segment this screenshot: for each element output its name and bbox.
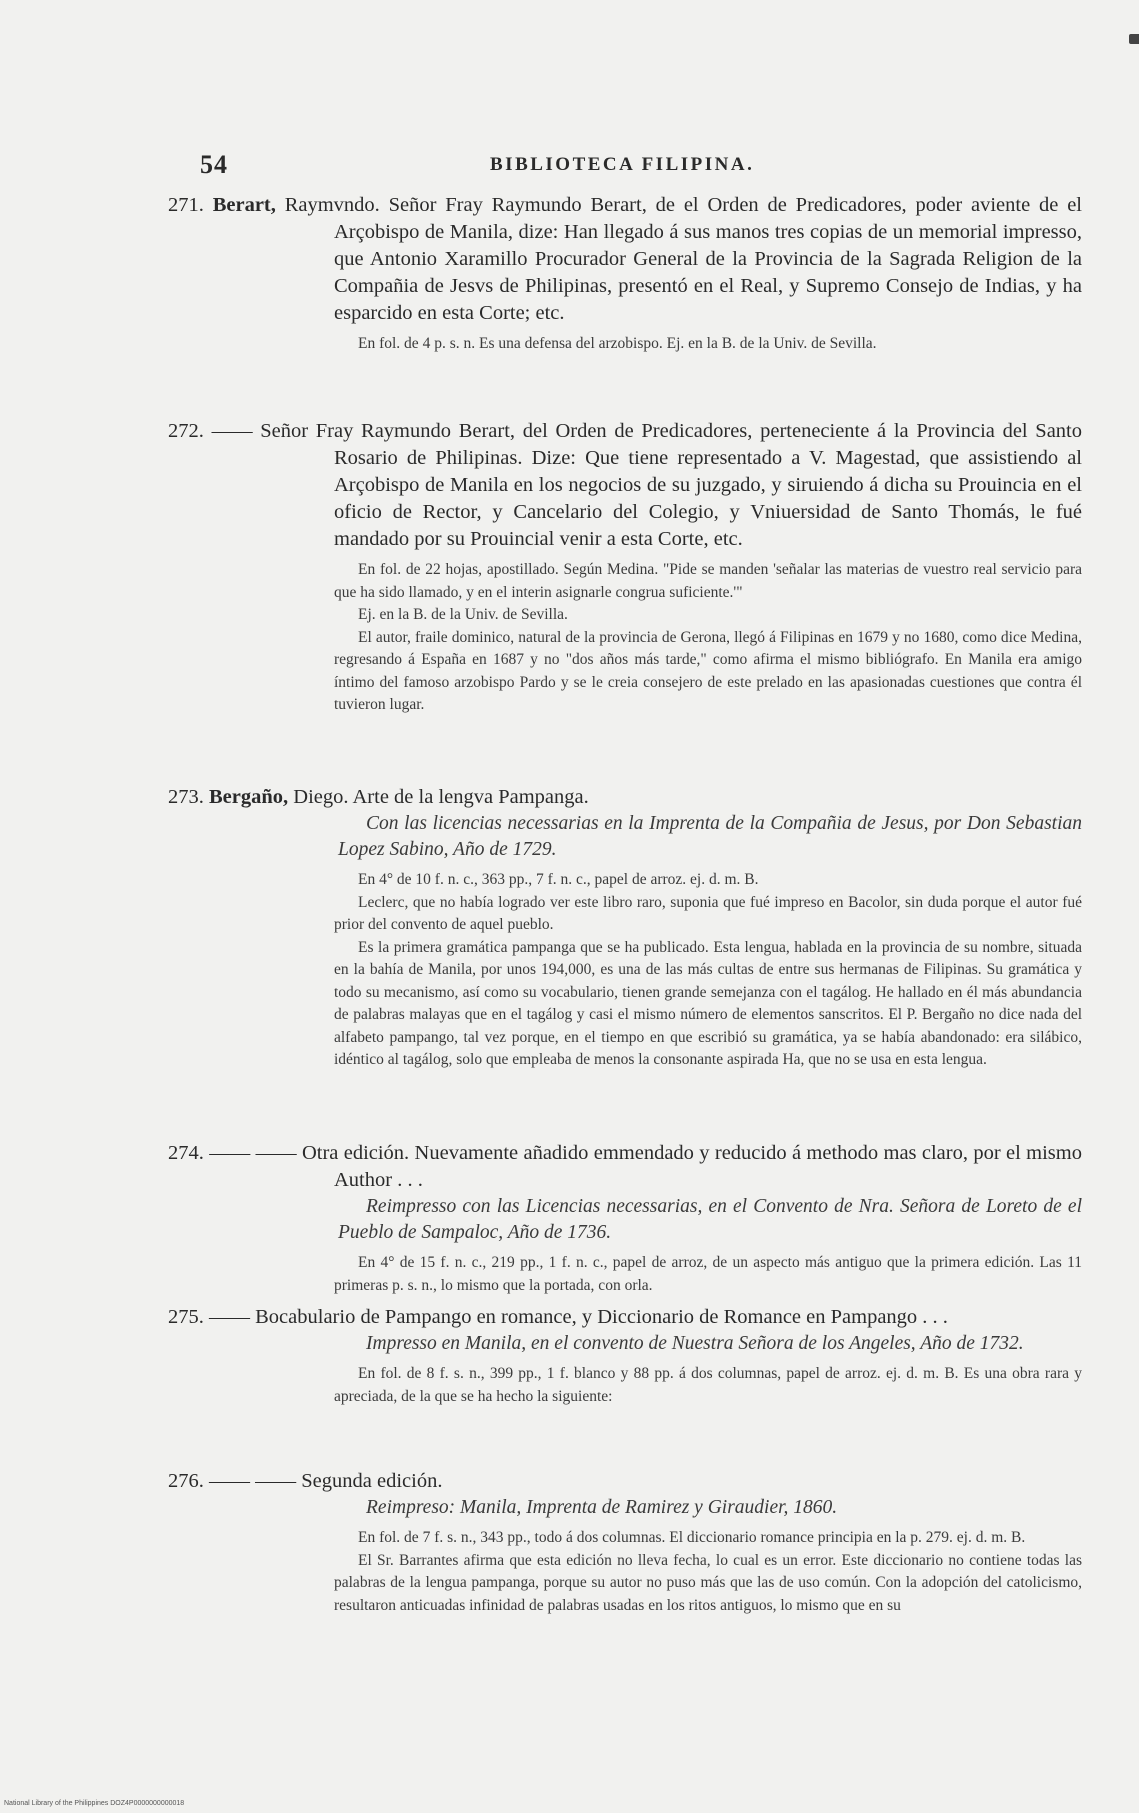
entry-author: Bergaño, xyxy=(209,786,289,808)
entry-note: En fol. de 22 hojas, apostillado. Según Medina. "Pide se manden 'señalar las materias de vuestro real servicio para que ha sido llamado, y en el interin asignarle congrua suficiente.'" xyxy=(334,561,1082,601)
page-edge-mark xyxy=(1129,34,1139,44)
entry-main xyxy=(168,1468,1082,1495)
entry-note: Leclerc, que no había logrado ver este libro raro, suponia que fué impreso en Bacolor, sin duda porque el autor fué prior del convento de aquel pueblo. xyxy=(334,893,1082,933)
entry-text: Raymvndo. Señor Fray Raymundo Berart, de el Orden de Predicadores, poder aviente de el Arçobispo de Manila, dize: Han llegado á sus manos tres copias de un memorial impresso, que Antonio Xaramillo Procurador General de la Provincia de la Sagrada Religion de la Compañia de Jesvs de Philipinas, presentó en el Real, y Supremo Consejo de Indias, y ha esparcido en esta Corte; etc. xyxy=(275,194,1082,324)
entry-number: 274. xyxy=(168,1142,204,1164)
scan-source-footer: National Library of the Philippines DOZ4P0000000000018 xyxy=(4,1800,185,1807)
entry-text: —— —— Otra edición. Nuevamente añadido emmendado y reducido á methodo mas claro, por el mismo Author . . . xyxy=(203,1142,1082,1191)
entry-276 xyxy=(168,1468,1082,1617)
page-header xyxy=(200,150,1080,186)
entry-text: Diego. Arte de la lengva Pampanga. xyxy=(288,786,589,808)
entry-number: 272. xyxy=(168,420,204,442)
entry-text: —— Señor Fray Raymundo Berart, del Orden de Predicadores, perteneciente á la Provincia del Santo Rosario de Philipinas. Dize: Que tiene representado a V. Magestad, que assistiendo al Arçobispo de Manila en los negocios de su juzgado, y siruiendo á dicha su Prouincia en el oficio de Rector, y Cancelario del Colegio, y Vniuersidad de Santo Thomás, le fué mandado por su Prouincial venir a esta Corte, etc. xyxy=(203,420,1082,550)
entry-number: 273. xyxy=(168,786,204,808)
entry-text: —— Bocabulario de Pampango en romance, y Diccionario de Romance en Pampango . . . xyxy=(203,1306,948,1328)
entry-author: Berart, xyxy=(212,194,276,216)
entry-272 xyxy=(168,418,1082,717)
entry-note: El Sr. Barrantes afirma que esta edición no lleva fecha, lo cual es un error. Este diccionario no contiene todas las palabras de la lengua pampanga, porque su autor no puso más que las de uso común. Con la adopción del catolicismo, resultaron anticuadas infinidad de palabras usadas en los ritos antiguos, lo mismo que en su xyxy=(334,1551,1082,1614)
entry-273 xyxy=(168,784,1082,1072)
entry-main xyxy=(168,1304,1082,1331)
entry-main xyxy=(168,784,1082,811)
entry-main xyxy=(168,418,1082,553)
entry-274 xyxy=(168,1140,1082,1297)
entry-text: —— —— Segunda edición. xyxy=(203,1470,443,1492)
entry-note: El autor, fraile dominico, natural de la provincia de Gerona, llegó á Filipinas en 1679 y no 1680, como dice Medina, regresando á España en 1687 y no "dos años más tarde," como afirma el mismo bibliógrafo. En Manila era amigo íntimo del famoso arzobispo Pardo y se le creia consejero de este prelado en las apasionadas cuestiones que contra él tuvieron lugar. xyxy=(334,628,1082,713)
entry-imprint: Con las licencias necessarias en la Imprenta de la Compañia de Jesus, por Don Sebastian Lopez Sabino, Año de 1729. xyxy=(338,813,1082,860)
entry-main xyxy=(168,192,1082,327)
entry-number: 271. xyxy=(168,194,204,216)
entry-note: En fol. de 8 f. s. n., 399 pp., 1 f. blanco y 88 pp. á dos columnas, papel de arroz. ej. d. m. B. Es una obra rara y apreciada, de la que se ha hecho la siguiente: xyxy=(334,1365,1082,1405)
entry-imprint: Impresso en Manila, en el convento de Nuestra Señora de los Angeles, Año de 1732. xyxy=(366,1333,1024,1354)
entry-271 xyxy=(168,192,1082,356)
entry-note: En fol. de 4 p. s. n. Es una defensa del arzobispo. Ej. en la B. de la Univ. de Sevilla. xyxy=(358,335,877,352)
entry-note: Es la primera gramática pampanga que se ha publicado. Esta lengua, hablada en la provincia de su nombre, situada en la bahía de Manila, por unos 194,000, es una de las más cultas de entre sus hermanas de Filipinas. Su gramática y todo su mecanismo, así como su vocabulario, tienen grande semejanza con el tagálog. He hallado en él más abundancia de palabras malayas que en el tagálog y casi el mismo número de elementos sanscritos. El P. Bergaño no dice nada del alfabeto pampango, tal vez porque, en el tiempo en que escribió su gramática, ya se había abandonado: era silábico, idéntico al tagálog, solo que empleaba de menos la consonante aspirada Ha, que no se usa en esta lengua. xyxy=(334,938,1082,1068)
entry-note: En 4° de 10 f. n. c., 363 pp., 7 f. n. c., papel de arroz. ej. d. m. B. xyxy=(358,871,759,888)
page-number: 54 xyxy=(200,150,228,179)
entry-imprint: Reimpresso con las Licencias necessarias, en el Convento de Nra. Señora de Loreto de el Pueblo de Sampaloc, Año de 1736. xyxy=(338,1196,1082,1243)
entry-note: En 4° de 15 f. n. c., 219 pp., 1 f. n. c., papel de arroz, de un aspecto más antiguo que la primera edición. Las 11 primeras p. s. n., lo mismo que la portada, con orla. xyxy=(334,1254,1082,1294)
entry-note: Ej. en la B. de la Univ. de Sevilla. xyxy=(358,606,568,623)
entry-main xyxy=(168,1140,1082,1194)
entry-275 xyxy=(168,1304,1082,1408)
entry-number: 276. xyxy=(168,1470,204,1492)
entry-note: En fol. de 7 f. s. n., 343 pp., todo á dos columnas. El diccionario romance principia en la p. 279. ej. d. m. B. xyxy=(358,1529,1026,1546)
entry-imprint: Reimpreso: Manila, Imprenta de Ramirez y Giraudier, 1860. xyxy=(366,1497,838,1518)
running-title: BIBLIOTECA FILIPINA. xyxy=(490,154,755,175)
entry-number: 275. xyxy=(168,1306,204,1328)
